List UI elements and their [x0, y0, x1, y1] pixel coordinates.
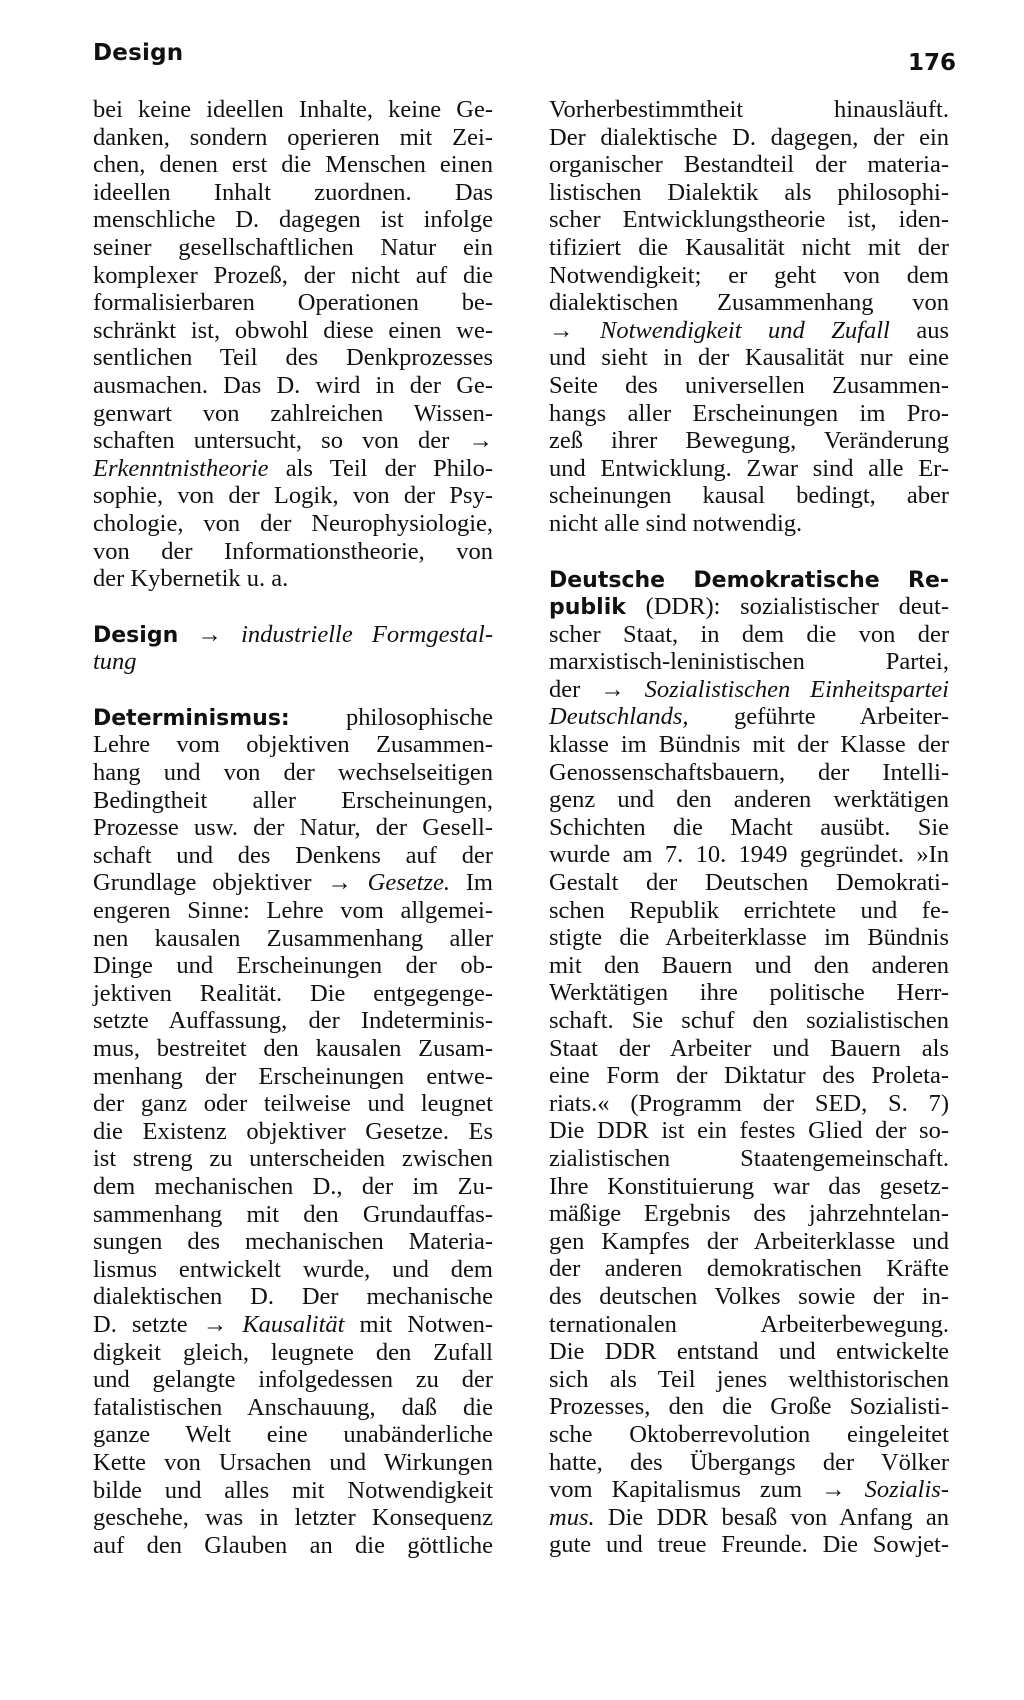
body-text: Der dialektische D. dagegen, der ein: [549, 123, 949, 151]
body-text: hangs aller Erscheinungen im Pro-: [549, 399, 949, 427]
text-line: [549, 786, 949, 814]
text-line: [93, 151, 493, 179]
text-line: [549, 1200, 949, 1228]
body-text: dialektischen D. Der mechanische: [93, 1283, 493, 1311]
body-text: zeß ihrer Bewegung, Veränderung: [549, 427, 949, 455]
text-line: [549, 344, 949, 372]
text-line: [549, 841, 949, 869]
text-line: [93, 897, 493, 925]
text-line: [549, 1090, 949, 1118]
body-text: engeren Sinne: Lehre vom allgemei-: [93, 897, 493, 925]
text-line: [93, 1256, 493, 1284]
text-line: [93, 565, 493, 593]
cross-reference: industrielle Formgestal-: [241, 620, 493, 648]
body-text: chen, denen erst die Menschen einen: [93, 151, 493, 179]
body-text: ganze Welt eine unabänderliche: [93, 1421, 493, 1449]
body-text: Die DDR ist ein festes Glied der so-: [549, 1117, 949, 1145]
body-text: sungen des mechanischen Materia-: [93, 1228, 493, 1256]
body-text: der anderen demokratischen Kräfte: [549, 1255, 949, 1283]
text-line: [549, 759, 949, 787]
text-line: [549, 317, 949, 345]
text-line: [93, 1201, 493, 1229]
text-line: [93, 759, 493, 787]
cross-reference: Kausalität: [242, 1310, 345, 1338]
body-text: jektiven Realität. Die entgegenge-: [93, 979, 493, 1007]
body-text: Notwendigkeit; er geht von dem: [549, 261, 949, 289]
text-line: [93, 400, 493, 428]
text-line: [93, 1090, 493, 1118]
text-line: [93, 648, 493, 676]
body-text: →: [549, 316, 600, 344]
body-text: (DDR): sozialistischer deut-: [625, 593, 949, 621]
page-number: 176: [908, 50, 957, 76]
text-line: [93, 538, 493, 566]
text-line: [549, 1035, 949, 1063]
body-text: Dinge und Erscheinungen der ob-: [93, 952, 493, 980]
text-line: [93, 814, 493, 842]
text-line: [549, 1255, 949, 1283]
text-line: [93, 1283, 493, 1311]
text-line: [93, 427, 493, 455]
text-line: [93, 1063, 493, 1091]
body-text: genz und den anderen werktätigen: [549, 786, 949, 814]
body-text: stigte die Arbeiterklasse im Bündnis: [549, 924, 949, 952]
text-line: [549, 814, 949, 842]
text-line: [549, 124, 949, 152]
cross-reference: Erkenntnistheorie: [93, 454, 269, 482]
text-line: [549, 1145, 949, 1173]
text-line: [549, 1173, 949, 1201]
body-text: sammenhang mit den Grundauffas-: [93, 1200, 493, 1228]
body-text: tifiziert die Kausalität nicht mit der: [549, 233, 949, 261]
text-line: [93, 344, 493, 372]
body-text: Genossenschaftsbauern, der Intelli-: [549, 758, 949, 786]
body-text: ternationalen Arbeiterbewegung.: [549, 1310, 949, 1338]
body-text: sophie, von der Logik, von der Psy-: [93, 482, 493, 510]
body-text: setzte Auffassung, der Indeterminis-: [93, 1007, 493, 1035]
body-text: geführte Arbeiter-: [688, 703, 949, 731]
cross-reference: Sozialis-: [864, 1476, 949, 1504]
text-line: [93, 124, 493, 152]
body-text: zialistischen Staatengemeinschaft.: [549, 1144, 949, 1172]
body-text: danken, sondern operieren mit Zei-: [93, 123, 493, 151]
text-line: [93, 317, 493, 345]
body-text: der →: [549, 675, 645, 703]
text-line: [93, 787, 493, 815]
body-text: schaften untersucht, so von der →: [93, 427, 493, 455]
text-line: [549, 455, 949, 483]
text-line: [549, 566, 949, 594]
text-line: [93, 289, 493, 317]
body-text: auf den Glauben an die göttliche: [93, 1531, 493, 1559]
paragraph-gap: [93, 676, 493, 704]
body-text: scheinungen kausal bedingt, aber: [549, 482, 949, 510]
body-text: Die DDR besaß von Anfang an: [594, 1503, 949, 1531]
text-line: [93, 1532, 493, 1560]
text-line: [549, 1504, 949, 1532]
text-line: [93, 952, 493, 980]
body-text: hatte, des Übergangs der Völker: [549, 1448, 949, 1476]
body-text: listischen Dialektik als philosophi-: [549, 178, 949, 206]
text-line: [93, 842, 493, 870]
body-text: vom Kapitalismus zum →: [549, 1476, 865, 1504]
text-line: [93, 1007, 493, 1035]
body-text: chologie, von der Neurophysiologie,: [93, 509, 493, 537]
text-line: [549, 1117, 949, 1145]
body-text: dialektischen Zusammenhang von: [549, 289, 949, 317]
text-line: [93, 179, 493, 207]
text-line: [93, 1035, 493, 1063]
text-line: [93, 1228, 493, 1256]
text-line: [549, 648, 949, 676]
text-line: [93, 234, 493, 262]
body-text: der ganz oder teilweise und leugnet: [93, 1090, 493, 1118]
body-text: ausmachen. Das D. wird in der Ge-: [93, 371, 493, 399]
text-line: [549, 1062, 949, 1090]
text-line: [549, 1476, 949, 1504]
body-text: Grundlage objektiver →: [93, 869, 368, 897]
text-line: [549, 1393, 949, 1421]
body-text: marxistisch-leninistischen Partei,: [549, 648, 949, 676]
body-text: mus, bestreitet den kausalen Zusam-: [93, 1035, 493, 1062]
body-text: fatalistischen Anschauung, daß die: [93, 1393, 493, 1421]
text-line: [93, 925, 493, 953]
text-line: [549, 1366, 949, 1394]
body-text: Prozesse usw. der Natur, der Gesell-: [93, 814, 493, 842]
text-line: [93, 1173, 493, 1201]
body-text: Ihre Konstituierung war das gesetz-: [549, 1172, 949, 1200]
left-column: [93, 96, 493, 1559]
text-line: [549, 593, 949, 621]
text-line: [549, 1449, 949, 1477]
text-line: [549, 151, 949, 179]
cross-reference: Notwendigkeit und Zufall: [600, 316, 890, 344]
text-line: [549, 979, 949, 1007]
text-line: [93, 96, 493, 124]
text-line: [549, 400, 949, 428]
body-text: formalisierbaren Operationen be-: [93, 289, 493, 317]
paragraph-gap: [549, 538, 949, 566]
text-line: [549, 179, 949, 207]
text-line: [93, 621, 493, 649]
body-text: gute und treue Freunde. Die Sowjet-: [549, 1531, 949, 1559]
body-text: menhang der Erscheinungen entwe-: [93, 1062, 493, 1090]
right-column: [549, 96, 949, 1559]
text-line: [93, 1477, 493, 1505]
body-text: geschehe, was in letzter Konsequenz: [93, 1504, 493, 1532]
body-text: der Kybernetik u. a.: [93, 565, 289, 593]
text-line: [93, 482, 493, 510]
text-line: [549, 869, 949, 897]
body-text: philosophische: [289, 703, 493, 731]
text-line: [93, 1145, 493, 1173]
body-text: Lehre vom objektiven Zusammen-: [93, 731, 493, 759]
body-text: bei keine ideellen Inhalte, keine Ge-: [93, 96, 493, 123]
text-line: [549, 372, 949, 400]
text-line: [93, 1504, 493, 1532]
text-line: [93, 1339, 493, 1367]
body-text: klasse im Bündnis mit der Klasse der: [549, 731, 949, 759]
body-text: →: [178, 620, 242, 648]
body-text: sentlichen Teil des Denkprozesses: [93, 344, 493, 372]
text-line: [549, 952, 949, 980]
body-text: scher Entwicklungstheorie ist, iden-: [549, 206, 949, 234]
text-line: [549, 427, 949, 455]
cross-reference: mus.: [549, 1503, 595, 1531]
body-text: lismus entwickelt wurde, und dem: [93, 1255, 493, 1283]
text-line: [93, 1311, 493, 1339]
text-line: [93, 869, 493, 897]
body-text: menschliche D. dagegen ist infolge: [93, 206, 493, 234]
body-text: dem mechanischen D., der im Zu-: [93, 1172, 493, 1200]
body-text: schaft. Sie schuf den sozialistischen: [549, 1007, 949, 1034]
body-text: Gestalt der Deutschen Demokrati-: [549, 869, 949, 897]
body-text: schaft und des Denkens auf der: [93, 841, 493, 869]
body-text: bilde und alles mit Notwendigkeit: [93, 1476, 493, 1504]
running-head: Design: [93, 40, 184, 66]
text-line: [549, 234, 949, 262]
text-line: [549, 206, 949, 234]
text-line: [549, 731, 949, 759]
body-text: Im: [449, 869, 493, 897]
body-text: hang und von der wechselseitigen: [93, 759, 493, 787]
text-line: [93, 510, 493, 538]
body-text: Staat der Arbeiter und Bauern als: [549, 1034, 949, 1062]
text-line: [549, 1228, 949, 1256]
body-text: riats.« (Programm der SED, S. 7): [549, 1089, 949, 1117]
body-text: und Entwicklung. Zwar sind alle Er-: [549, 454, 949, 482]
body-text: genwart von zahlreichen Wissen-: [93, 399, 493, 427]
body-text: mäßige Ergebnis des jahrzehntelan-: [549, 1200, 949, 1228]
text-line: [93, 206, 493, 234]
cross-reference: tung: [93, 648, 137, 676]
entry-headword: Design: [93, 622, 179, 648]
body-text: Prozesses, den die Große Sozialisti-: [549, 1393, 949, 1421]
text-line: [93, 980, 493, 1008]
entry-headword: publik: [549, 595, 626, 621]
text-line: [549, 96, 949, 124]
text-line: [93, 1394, 493, 1422]
body-text: D. setzte →: [93, 1310, 243, 1338]
body-text: organischer Bestandteil der materia-: [549, 151, 949, 179]
body-text: und gelangte infolgedessen zu der: [93, 1366, 493, 1394]
text-line: [549, 1007, 949, 1035]
body-text: schen Republik errichtete und fe-: [549, 896, 949, 924]
text-line: [549, 1338, 949, 1366]
paragraph-gap: [93, 593, 493, 621]
body-text: eine Form der Diktatur des Proleta-: [549, 1062, 949, 1090]
cross-reference: Sozialistischen Einheitspartei: [644, 675, 949, 703]
text-line: [93, 455, 493, 483]
text-line: [549, 1421, 949, 1449]
body-text: Die DDR entstand und entwickelte: [549, 1338, 949, 1366]
text-line: [93, 262, 493, 290]
body-text: seiner gesellschaftlichen Natur ein: [93, 233, 493, 261]
body-text: nen kausalen Zusammenhang aller: [93, 924, 493, 952]
text-line: [549, 289, 949, 317]
text-line: [93, 1366, 493, 1394]
text-line: [93, 704, 493, 732]
entry-headword: Determinismus:: [93, 705, 290, 731]
body-text: ist streng zu unterscheiden zwischen: [93, 1145, 493, 1173]
text-line: [549, 262, 949, 290]
text-line: [549, 676, 949, 704]
body-text: Kette von Ursachen und Wirkungen: [93, 1448, 493, 1476]
text-line: [93, 731, 493, 759]
body-text: die Existenz objektiver Gesetze. Es: [93, 1117, 493, 1145]
body-text: Bedingtheit aller Erscheinungen,: [93, 786, 493, 814]
body-text: komplexer Prozeß, der nicht auf die: [93, 261, 493, 289]
body-text: sich als Teil jenes welthistorischen: [549, 1365, 949, 1393]
text-line: [93, 372, 493, 400]
text-line: [549, 703, 949, 731]
body-text: ideellen Inhalt zuordnen. Das: [93, 178, 493, 206]
text-line: [549, 897, 949, 925]
body-text: digkeit gleich, leugnete den Zufall: [93, 1338, 493, 1366]
text-line: [549, 482, 949, 510]
body-text: von der Informationstheorie, von: [93, 537, 493, 565]
text-line: [549, 1531, 949, 1559]
text-line: [549, 924, 949, 952]
text-line: [93, 1449, 493, 1477]
body-text: scher Staat, in dem die von der: [549, 620, 949, 648]
text-line: [549, 510, 949, 538]
body-text: Vorherbestimmtheit hinausläuft.: [549, 96, 949, 123]
text-line: [549, 621, 949, 649]
text-line: [549, 1311, 949, 1339]
body-text: wurde am 7. 10. 1949 gegründet. »In: [549, 841, 949, 869]
cross-reference: Deutschlands,: [549, 703, 689, 731]
body-text: Werktätigen ihre politische Herr-: [549, 979, 949, 1007]
text-line: [93, 1118, 493, 1146]
body-text: des deutschen Volkes sowie der in-: [549, 1282, 949, 1310]
text-line: [549, 1283, 949, 1311]
body-text: schränkt ist, obwohl diese einen we-: [93, 316, 493, 344]
body-text: Schichten die Macht ausübt. Sie: [549, 813, 949, 841]
text-line: [93, 1421, 493, 1449]
body-text: sche Oktoberrevolution eingeleitet: [549, 1420, 949, 1448]
body-text: mit Notwen-: [344, 1310, 493, 1338]
body-text: nicht alle sind notwendig.: [549, 509, 803, 537]
body-text: und sieht in der Kausalität nur eine: [549, 344, 949, 372]
body-text: Seite des universellen Zusammen-: [549, 371, 949, 399]
entry-headword: Deutsche Demokratische Re-: [549, 567, 949, 593]
body-text: als Teil der Philo-: [268, 454, 493, 482]
body-text: aus: [889, 316, 949, 344]
body-text: mit den Bauern und den anderen: [549, 951, 949, 979]
cross-reference: Gesetze.: [367, 869, 450, 897]
body-text: gen Kampfes der Arbeiterklasse und: [549, 1227, 949, 1255]
